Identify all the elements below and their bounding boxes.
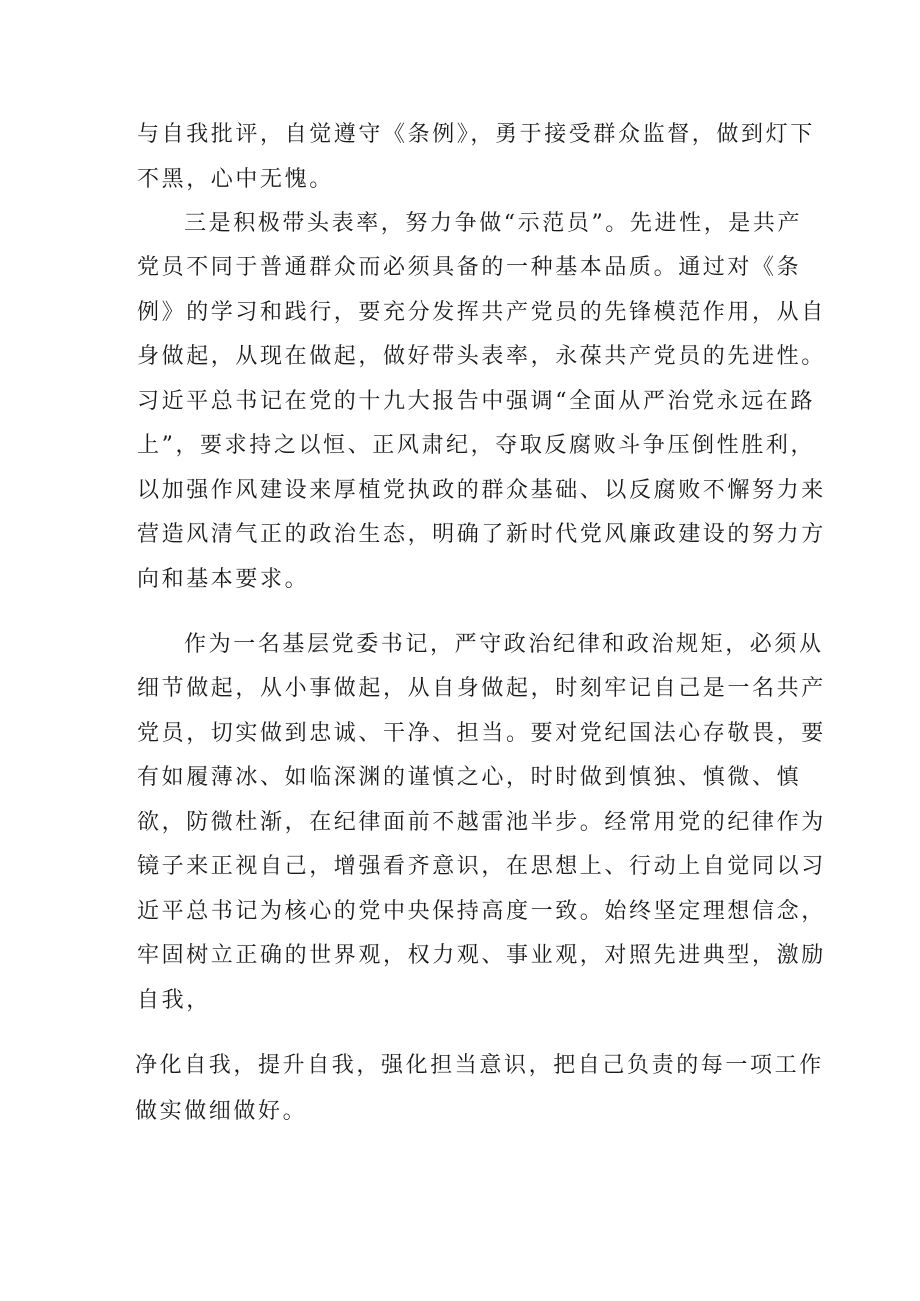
text-line-15: 有如履薄冰、如临深渊的谨慎之心，时时做到慎独、慎微、慎 xyxy=(137,765,802,790)
text-line-11: 向和基本要求。 xyxy=(137,567,310,592)
text-line-2: 不黑，心中无愧。 xyxy=(137,167,334,192)
text-line-21: 净化自我，提升自我，强化担当意识，把自己负责的每一项工作 xyxy=(135,1053,824,1078)
text-line-20: 自我， xyxy=(137,988,211,1013)
text-line-14: 党员，切实做到忠诚、干净、担当。要对党纪国法心存敬畏，要 xyxy=(137,721,826,746)
text-line-6: 身做起，从现在做起，做好带头表率，永葆共产党员的先进性。 xyxy=(137,344,826,369)
text-line-1: 与自我批评，自觉遵守《条例》，勇于接受群众监督，做到灯下 xyxy=(137,122,815,147)
text-line-9: 以加强作风建设来厚植党执政的群众基础、以反腐败不懈努力来 xyxy=(137,478,826,503)
text-line-4: 党员不同于普通群众而必须具备的一种基本品质。通过对《条 xyxy=(137,255,802,280)
text-line-5: 例》的学习和践行，要充分发挥共产党员的先锋模范作用，从自 xyxy=(137,300,826,325)
paragraph-4-start: 作为一名基层党委书记，严守政治纪律和政治规矩，必须从 xyxy=(184,632,824,657)
text-line-17: 镜子来正视自己，增强看齐意识，在思想上、行动上自觉同以习 xyxy=(137,854,826,879)
text-line-7: 习近平总书记在党的十九大报告中强调“全面从严治党永远在路 xyxy=(137,389,816,414)
text-line-10: 营造风清气正的政治生态，明确了新时代党风廉政建设的努力方 xyxy=(137,522,826,547)
paragraph-3-start: 三是积极带头表率，努力争做“示范员”。先进性，是共产 xyxy=(184,211,803,236)
text-line-8: 上”，要求持之以恒、正风肃纪，夺取反腐败斗争压倒性胜利， xyxy=(137,433,816,458)
text-line-13: 细节做起，从小事做起，从自身做起，时刻牢记自己是一名共产 xyxy=(137,676,826,701)
text-line-18: 近平总书记为核心的党中央保持高度一致。始终坚定理想信念， xyxy=(137,899,826,924)
text-line-19: 牢固树立正确的世界观，权力观、事业观，对照先进典型，激励 xyxy=(137,943,826,968)
text-line-22: 做实做细做好。 xyxy=(135,1099,308,1124)
text-line-16: 欲，防微杜渐，在纪律面前不越雷池半步。经常用党的纪律作为 xyxy=(137,810,826,835)
